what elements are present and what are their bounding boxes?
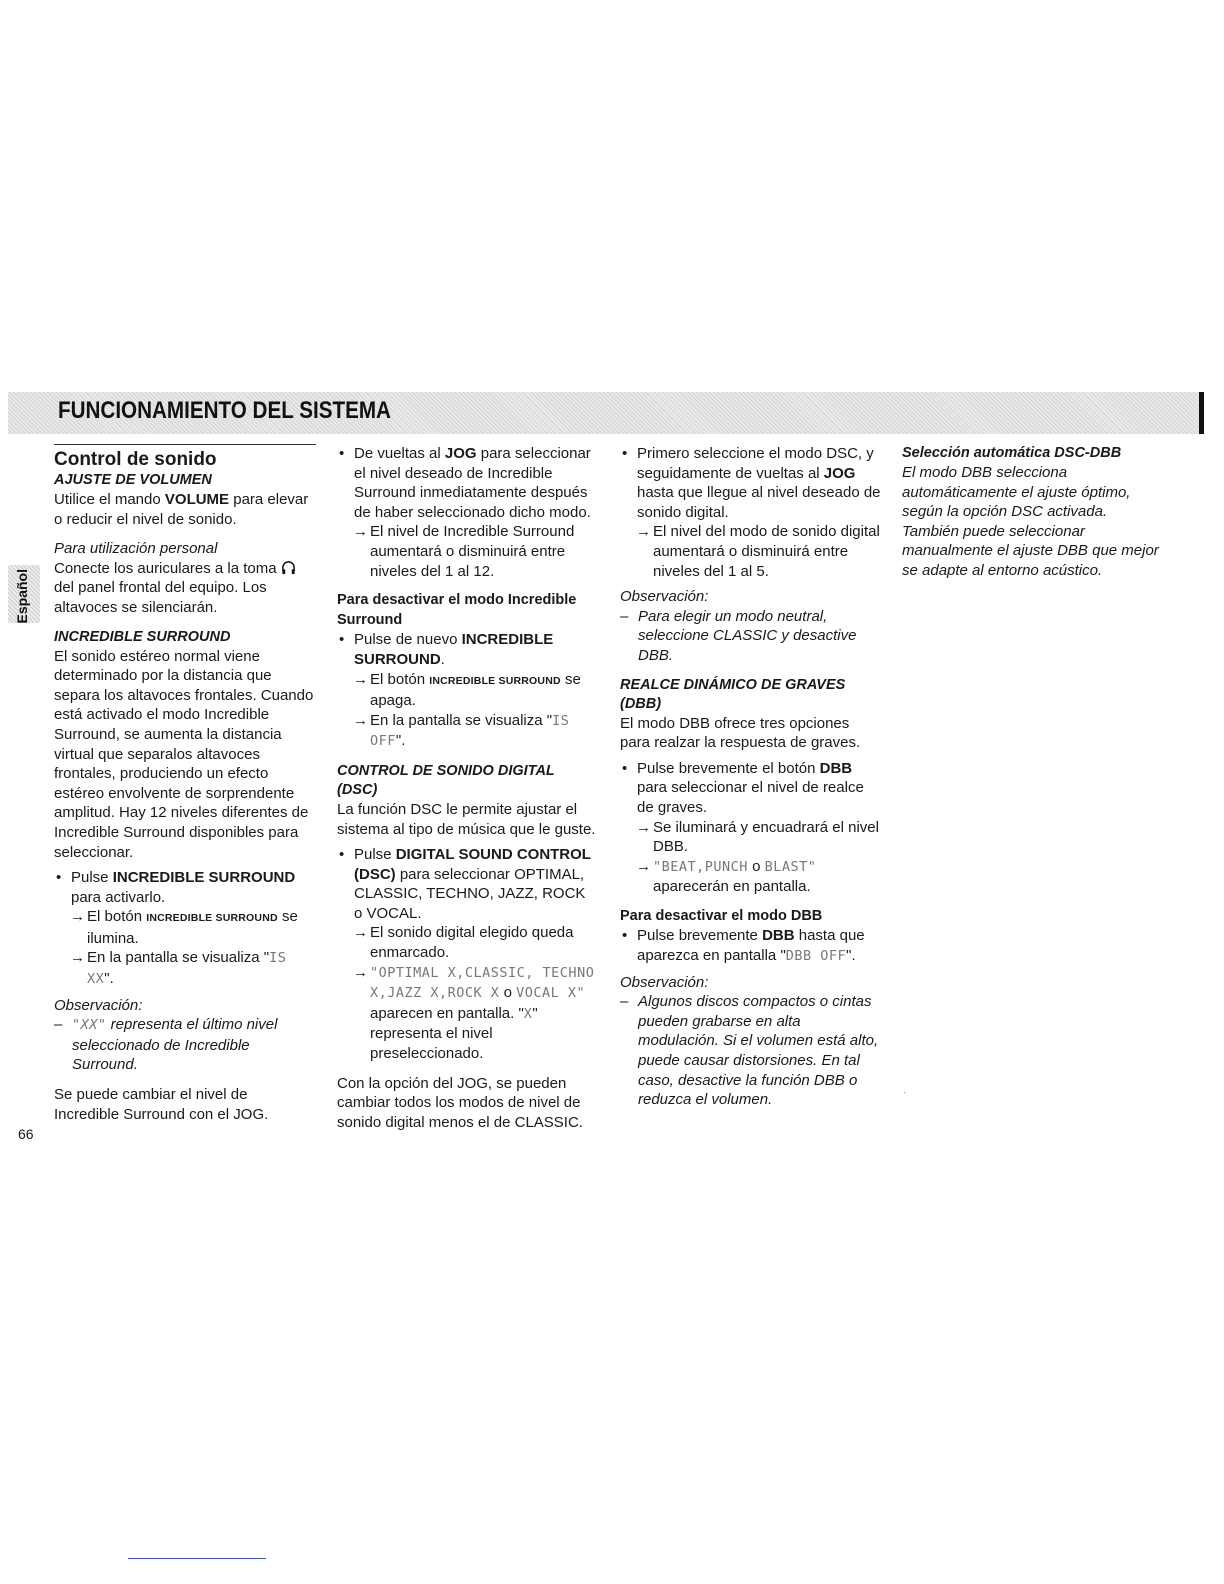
- stray-mark: .: [903, 1085, 906, 1096]
- list-item: → El nivel de Incredible Surround aumentará o disminuirá entre niveles del 1 al 12.: [353, 523, 575, 580]
- column-1: [54, 444, 314, 1124]
- auto-dsc-dbb-paragraph: El modo DBB selecciona automáticamente el ajuste óptimo, según la opción DSC activada. También puede seleccionar manualmente el ajuste DBB que mejor se adapte al entorno acústico.: [902, 464, 1159, 579]
- dbb-paragraph: El modo DBB ofrece tres opciones para realzar la respuesta de graves.: [620, 714, 861, 752]
- list-item: • Pulse INCREDIBLE SURROUND para activarlo.: [54, 868, 314, 907]
- language-tab-label: Español: [14, 569, 30, 624]
- note-title: Observación:: [54, 996, 143, 1014]
- volume-paragraph: Utilice el mando VOLUME para elevar o reducir el nivel de sonido.: [54, 491, 309, 528]
- heading-rule: [54, 444, 316, 445]
- dsc-paragraph: La función DSC le permite ajustar el sistema al tipo de música que le guste.: [337, 800, 596, 838]
- list-item: • Pulse de nuevo INCREDIBLE SURROUND.: [337, 630, 597, 669]
- footer-line: [128, 1558, 266, 1559]
- sound-control-heading: Control de sonido: [54, 449, 217, 470]
- banner-edge-bar: [1199, 392, 1204, 434]
- list-item: • Primero seleccione el modo DSC, y seguidamente de vueltas al JOG hasta que llegue al nivel deseado de sonido digital.: [620, 444, 882, 522]
- jog-paragraph: Se puede cambiar el nivel de Incredible Surround con el JOG.: [54, 1086, 269, 1123]
- jog-dsc-paragraph: Con la opción del JOG, se pueden cambiar todos los modos de nivel de sonido digital menos el de CLASSIC.: [337, 1074, 583, 1131]
- list-item: → En la pantalla se visualiza "IS XX".: [70, 949, 287, 988]
- personal-use-title: Para utilización personal: [54, 540, 218, 558]
- list-item: → El sonido digital elegido queda enmarcado.: [353, 924, 574, 962]
- headphones-icon: [281, 560, 296, 575]
- lcd-text: IS OFF: [370, 712, 570, 750]
- deactivate-surround-title: Para desactivar el modo Incredible Surround: [337, 592, 577, 628]
- lcd-text: "BEAT,PUNCH: [653, 858, 748, 875]
- arrow-icon: →: [353, 963, 368, 981]
- list-item: → Se iluminará y encuadrará el nivel DBB.: [636, 818, 879, 856]
- volume-title: AJUSTE DE VOLUMEN: [54, 472, 212, 488]
- note-item: – Para elegir un modo neutral, seleccione CLASSIC y desactive DBB.: [620, 607, 857, 664]
- deactivate-dbb-title: Para desactivar el modo DBB: [620, 907, 823, 924]
- note-title: Observación:: [620, 973, 709, 991]
- list-item: → "OPTIMAL X,CLASSIC, TECHNO X,JAZZ X,ROCK X o VOCAL X" aparecen en pantalla. "X" representa el nivel preseleccionado.: [353, 963, 595, 1063]
- lcd-text: DBB OFF: [785, 948, 847, 965]
- list-item: • Pulse DIGITAL SOUND CONTROL (DSC) para seleccionar OPTIMAL, CLASSIC, TECHNO, JAZZ, ROCK o VOCAL.: [337, 845, 597, 923]
- arrow-icon: →: [353, 523, 368, 541]
- arrow-icon: →: [353, 670, 368, 688]
- volume-key: VOLUME: [164, 491, 230, 508]
- list-item: → El botón INCREDIBLE SURROUND se apaga.: [353, 670, 581, 710]
- note-title: Observación:: [620, 588, 709, 606]
- list-item: • De vueltas al JOG para seleccionar el nivel deseado de Incredible Surround inmediatamente después de haber seleccionado dicho modo.: [337, 444, 597, 522]
- arrow-icon: →: [636, 818, 651, 836]
- list-item: • Pulse brevemente DBB hasta que aparezca en pantalla "DBB OFF".: [620, 926, 882, 966]
- language-tab: [8, 565, 40, 623]
- auto-dsc-dbb-title: Selección automática DSC-DBB: [902, 445, 1122, 461]
- lcd-text: IS XX: [87, 950, 287, 988]
- column-3: [620, 444, 882, 1110]
- arrow-icon: →: [636, 523, 651, 541]
- arrow-icon: →: [353, 924, 368, 942]
- column-4: [902, 444, 1164, 581]
- arrow-icon: →: [70, 908, 85, 926]
- list-item: → En la pantalla se visualiza "IS OFF".: [353, 711, 570, 750]
- arrow-icon: →: [353, 711, 368, 729]
- dbb-title: REALCE DINÁMICO DE GRAVES (DBB): [620, 676, 846, 712]
- incredible-surround-title: INCREDIBLE SURROUND: [54, 628, 231, 645]
- arrow-icon: →: [70, 949, 85, 967]
- list-item: → El nivel del modo de sonido digital aumentará o disminuirá entre niveles del 1 al 5.: [636, 523, 880, 580]
- page-number: 66: [18, 1126, 34, 1142]
- lcd-text: X: [523, 1005, 533, 1022]
- lcd-text: BLAST": [764, 858, 817, 875]
- list-item: → El botón INCREDIBLE SURROUND se ilumina.: [70, 908, 298, 947]
- lcd-text: VOCAL X": [516, 985, 586, 1002]
- section-banner: [8, 392, 1204, 434]
- incredible-surround-paragraph: El sonido estéreo normal viene determinado por la distancia que separa los altavoces frontales. Cuando está activado el modo Incredible Surround, se aumenta la distancia virtual que separalos altavoces frontales, produciendo un efecto estéreo envolvente de sorprendente amplitud. Hay 12 niveles diferentes de Incredible Surround disponibles para seleccionar.: [54, 647, 314, 861]
- list-item: → "BEAT,PUNCH o BLAST" aparecerán en pantalla.: [636, 857, 817, 896]
- list-item: • Pulse brevemente el botón DBB para seleccionar el nivel de realce de graves.: [620, 759, 882, 818]
- section-title: FUNCIONAMIENTO DEL SISTEMA: [58, 397, 391, 424]
- dsc-title: CONTROL DE SONIDO DIGITAL (DSC): [337, 762, 555, 798]
- column-2: [337, 444, 597, 1132]
- note-item: – "XX" representa el último nivel seleccionado de Incredible Surround.: [54, 1016, 278, 1074]
- personal-use-paragraph: Conecte los auriculares a la toma del panel frontal del equipo. Los altavoces se silenciarán.: [54, 559, 314, 618]
- lcd-text: "OPTIMAL X,CLASSIC, TECHNO X,JAZZ X,ROCK X: [370, 964, 595, 1002]
- note-item: – Algunos discos compactos o cintas pueden grabarse en alta modulación. Si el volumen está alto, puede causar distorsiones. En tal caso, desactive la función DBB o reduzca el volumen.: [620, 993, 879, 1109]
- arrow-icon: →: [636, 857, 651, 875]
